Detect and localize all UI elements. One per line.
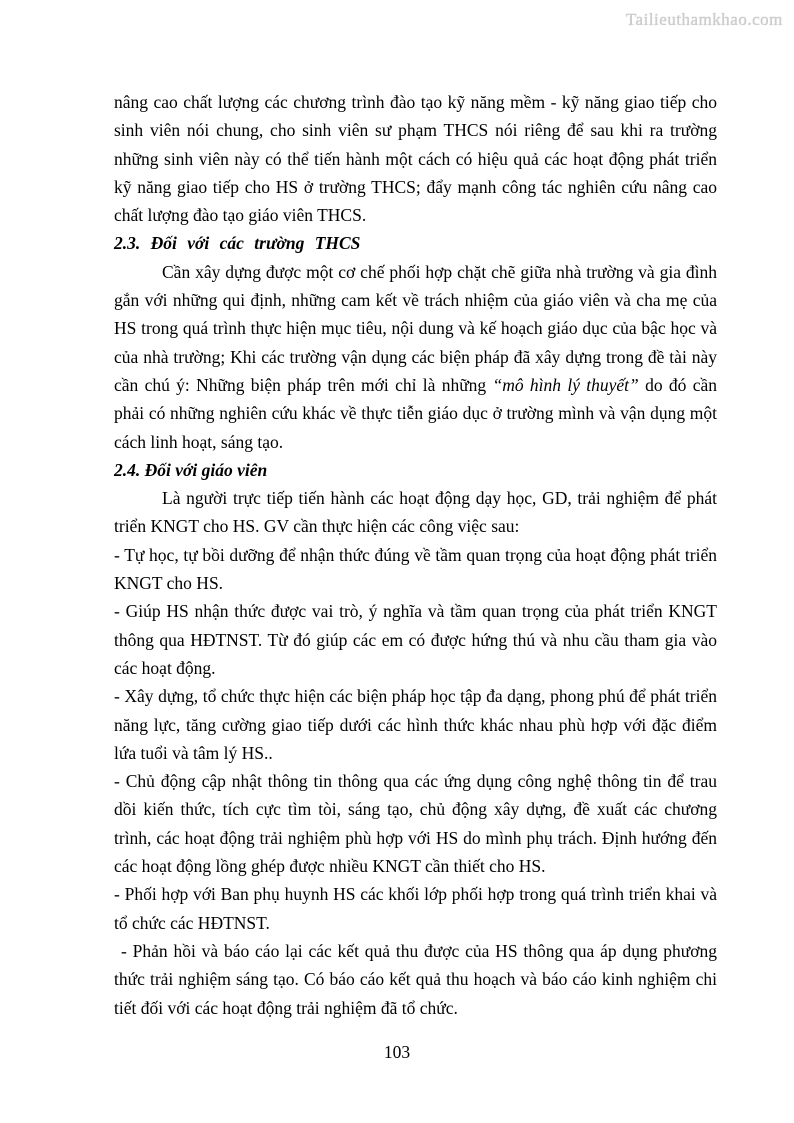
paragraph-schools-text-pre: Cần xây dựng được một cơ chế phối hợp chặt chẽ giữa nhà trường và gia đình gắn với những qui định, những cam kết về trách nhiệm của giáo viên và cha mẹ của HS trong quá trình thực hiện mục tiêu, nội dung và kế hoạch giáo dục của bậc học và của nhà trường; Khi các trường vận dụng các biện pháp đã xây dựng trong đề tài này cần chú ý: Những biện pháp trên mới chỉ là những [114, 261, 717, 395]
bullet-item-self-study: - Tự học, tự bồi dưỡng để nhận thức đúng về tầm quan trọng của hoạt động phát triển KNGT cho HS. [114, 544, 717, 594]
bullet-item-help-students: - Giúp HS nhận thức được vai trò, ý nghĩa và tầm quan trọng của phát triển KNGT thông qua HĐTNST. Từ đó giúp các em có được hứng thú và nhu cầu tham gia vào các hoạt động. [114, 601, 717, 678]
page-number: 103 [383, 1042, 411, 1062]
site-watermark: Tailieuthamkhao.com [625, 10, 783, 29]
paragraph-schools-text-post: do đó cần phải có những nghiên cứu khác về thực tiễn giáo dục ở trường mình và vận dụng một cách linh hoạt, sáng tạo. [114, 374, 717, 452]
bullet-item-build-methods: - Xây dựng, tổ chức thực hiện các biện pháp học tập đa dạng, phong phú để phát triển năng lực, tăng cường giao tiếp dưới các hình thức khác nhau phù hợp với đặc điểm lứa tuổi và tâm lý HS.. [114, 686, 717, 763]
quoted-term-italic: “mô hình lý thuyết” [492, 374, 639, 395]
paragraph-continuation: nâng cao chất lượng các chương trình đào tạo kỹ năng mềm - kỹ năng giao tiếp cho sinh viên nói chung, cho sinh viên sư phạm THCS nói riêng để sau khi ra trường những sinh viên này có thể tiến hành một cách có hiệu quả các hoạt động phát triển kỹ năng giao tiếp cho HS ở trường THCS; đẩy mạnh công tác nghiên cứu nâng cao chất lượng đào tạo giáo viên THCS. [114, 92, 717, 226]
bullet-item-feedback-report: - Phản hồi và báo cáo lại các kết quả thu được của HS thông qua áp dụng phương thức trải nghiệm sáng tạo. Có báo cáo kết quả thu hoạch và báo cáo kinh nghiệm chi tiết đối với các hoạt động trải nghiệm đã tổ chức. [114, 940, 717, 1018]
paragraph-schools [114, 258, 717, 456]
page-body [114, 88, 717, 1022]
paragraph-teachers-intro: Là người trực tiếp tiến hành các hoạt động dạy học, GD, trải nghiệm để phát triển KNGT cho HS. GV cần thực hiện các công việc sau: [114, 488, 717, 537]
bullet-item-update-info: - Chủ động cập nhật thông tin thông qua các ứng dụng công nghệ thông tin để trau dồi kiến thức, tích cực tìm tòi, sáng tạo, chủ động xây dựng, đề xuất các chương trình, các hoạt động trải nghiệm phù hợp với HS do mình phụ trách. Định hướng đến các hoạt động lồng ghép được nhiều KNGT cần thiết cho HS. [114, 771, 717, 877]
bullet-item-parent-coordination: - Phối hợp với Ban phụ huynh HS các khối lớp phối hợp trong quá trình triển khai và tổ chức các HĐTNST. [114, 884, 717, 933]
heading-section-2-4: 2.4. Đối với giáo viên [114, 459, 268, 480]
heading-section-2-3: 2.3. Đối với các trường THCS [114, 233, 361, 254]
